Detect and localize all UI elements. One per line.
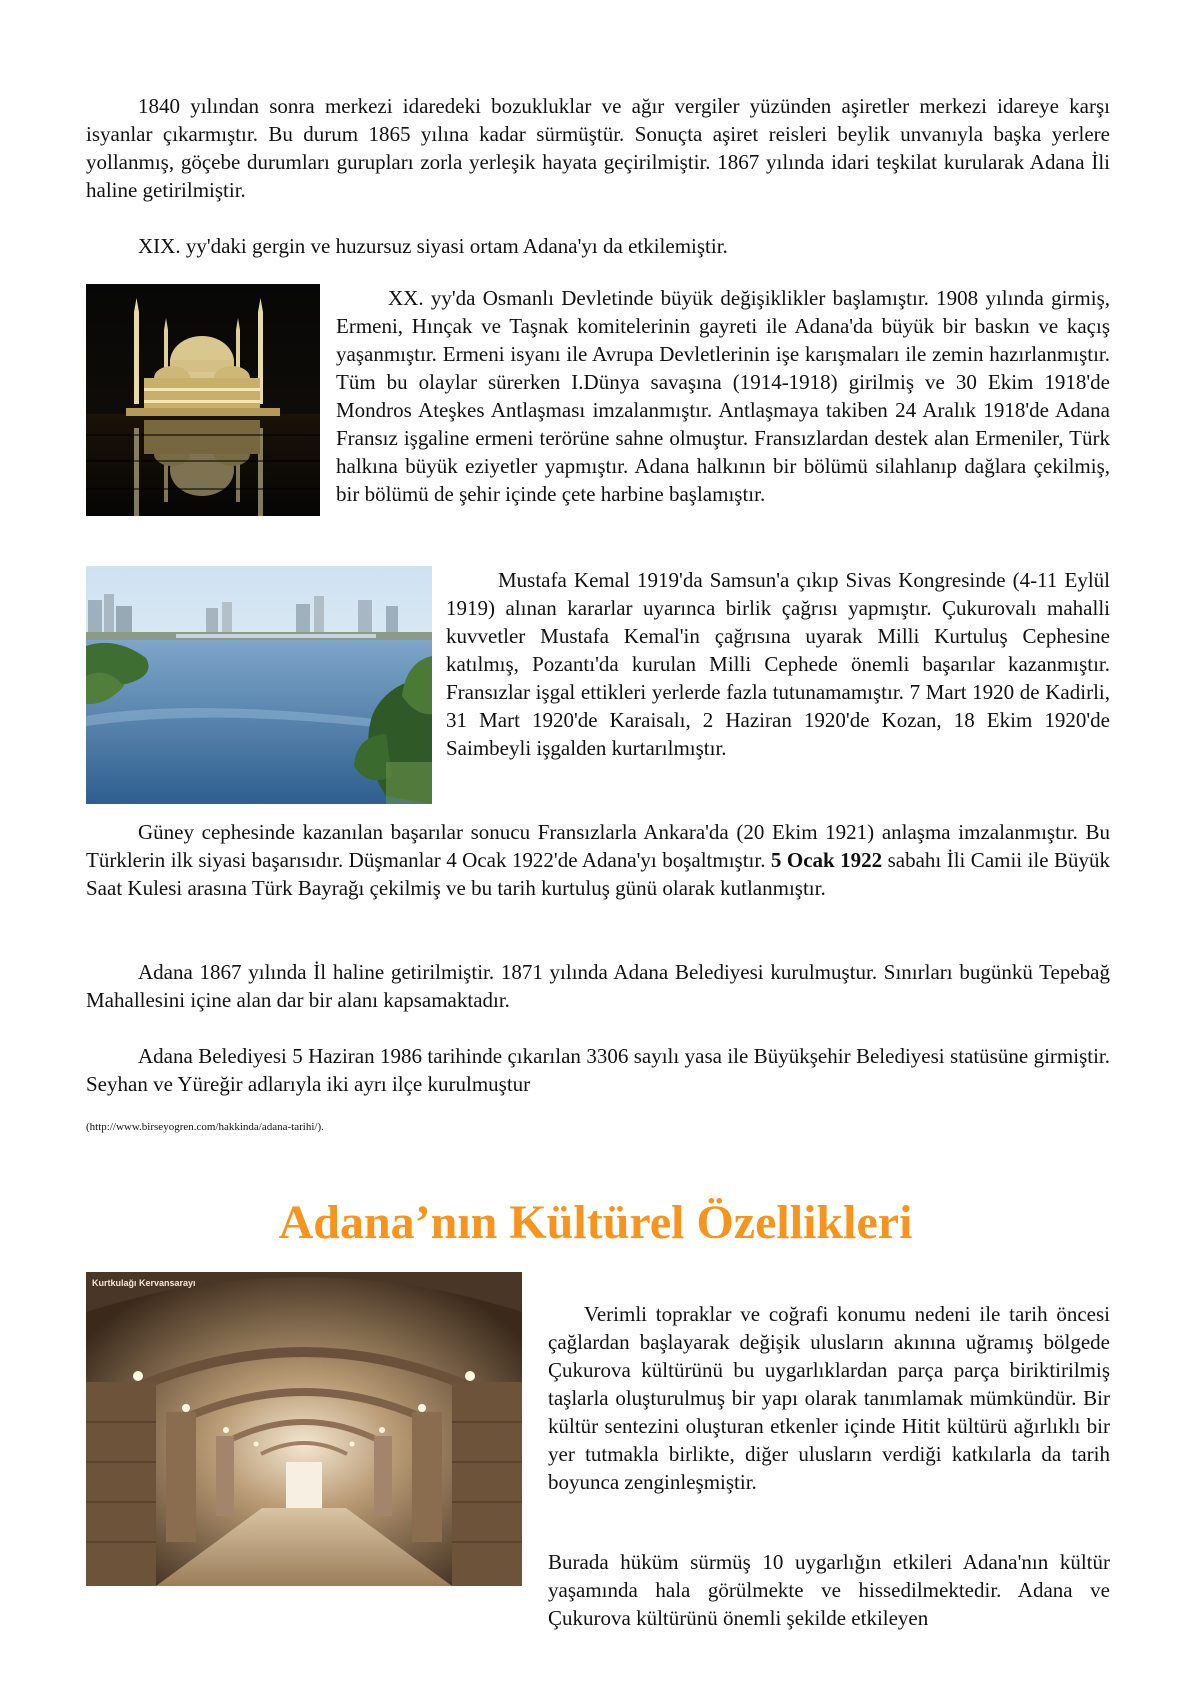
caravanserai-photo: [86, 1272, 522, 1586]
river-city-photo: [86, 566, 432, 804]
paragraph-5-text-b: sabahı İli Camii ile Büyük Saat Kulesi arasına Türk Bayrağı çekilmiş ve bu tarih kurtuluş günü olarak kutlanmıştır.: [86, 848, 1111, 900]
paragraph-5-text-a: Güney cephesinde kazanılan başarılar sonucu Fransızlarla Ankara'da (20 Ekim 1921) anlaşma imzalanmıştır. Bu Türklerin ilk siyasi başarısıdır. Düşmanlar 4 Ocak 1922'de Adana'yı boşaltmıştır.: [86, 820, 1110, 872]
section-title: Adana’nın Kültürel Özellikleri: [278, 1196, 913, 1249]
paragraph-3: XX. yy'da Osmanlı Devletinde büyük değişiklikler başlamıştır. 1908 yılında girmiş, Ermeni, Hınçak ve Taşnak komitelerinin gayreti ile Adana'da büyük bir baskın ve kaçış yaşanmıştır. Ermeni isyanı ile Avrupa Devletlerinin işe karışmaları ile zemin hazırlanmıştır. Tüm bu olaylar sürerken I.Dünya savaşına (1914-1918) girilmiş ve 30 Ekim 1918'de Mondros Ateşkes Antlaşması imzalanmıştır. Antlaşmaya takiben 24 Aralık 1918'de Adana Fransız işgaline ermeni terörüne sahne olmuştur. Fransızlardan destek alan Ermeniler, Türk halkına büyük eziyetler yapmıştır. Adana halkının bir bölümü silahlanıp dağlara çekilmiş, bir bölümü de şehir içinde çete harbine başlamıştır.: [336, 286, 1110, 506]
paragraph-5: [86, 818, 1110, 902]
paragraph-7: Adana Belediyesi 5 Haziran 1986 tarihinde çıkarılan 3306 sayılı yasa ile Büyükşehir Belediyesi statüsüne girmiştir. Seyhan ve Yüreğir adlarıyla iki ayrı ilçe kurulmuştur: [86, 1044, 1110, 1096]
paragraph-2: XIX. yy'daki gergin ve huzursuz siyasi ortam Adana'yı da etkilemiştir.: [138, 234, 728, 258]
source-citation: (http://www.birseyogren.com/hakkinda/adana-tarihi/).: [86, 1121, 324, 1133]
liberation-date: 5 Ocak 1922: [770, 848, 883, 872]
paragraph-6: Adana 1867 yılında İl haline getirilmiştir. 1871 yılında Adana Belediyesi kurulmuştur. Sınırları bugünkü Tepebağ Mahallesini içine alan dar bir alanı kapsamaktadır.: [86, 960, 1110, 1012]
paragraph-9: Burada hüküm sürmüş 10 uygarlığın etkileri Adana'nın kültür yaşamında hala görülmekte ve hissedilmektedir. Adana ve Çukurova kültürünü önemli şekilde etkileyen: [548, 1550, 1110, 1630]
paragraph-4: Mustafa Kemal 1919'da Samsun'a çıkıp Sivas Kongresinde (4-11 Eylül 1919) alınan kararlar uyarınca birlik çağrısı yapmıştır. Çukurovalı mahalli kuvvetler Mustafa Kemal'in çağrısına uyarak Milli Kurtuluş Cephesine katılmış, Pozantı'da kurulan Milli Cephede önemli başarılar kazanmıştır. Fransızlar işgal ettikleri yerlerde fazla tutunamamıştır. 7 Mart 1920 de Kadirli, 31 Mart 1920'de Karaisalı, 2 Haziran 1920'de Kozan, 18 Ekim 1920'de Saimbeyli işgalden kurtarılmıştır.: [446, 568, 1110, 760]
paragraph-8: Verimli topraklar ve coğrafi konumu nedeni ile tarih öncesi çağlardan başlayarak değişik ulusların akınına uğramış bölgede Çukurova kültürünü bu uygarlıklardan parça parça biriktirilmiş taşlarla oluşturulmuş bir yapı olarak tanımlamak mümkündür. Bir kültür sentezini oluşturan etkenler içinde Hitit kültürü ağırlıklı bir yer tutmakla birlikte, diğer ulusların verdiği katkılarla da tarih boyunca zenginleşmiştir.: [548, 1302, 1110, 1494]
paragraph-1: 1840 yılından sonra merkezi idaredeki bozukluklar ve ağır vergiler yüzünden aşiretler merkezi idareye karşı isyanlar çıkarmıştır. Bu durum 1865 yılına kadar sürmüştür. Sonuçta aşiret reisleri beylik unvanıyla başka yerlere yollanmış, göçebe durumları gurupları zorla yerleşik hayata geçirilmiştir. 1867 yılında idari teşkilat kurularak Adana İli haline getirilmiştir.: [86, 94, 1110, 202]
caravanserai-caption: Kurtkulağı Kervansarayı: [92, 1278, 196, 1288]
mosque-night-photo: [86, 284, 320, 516]
